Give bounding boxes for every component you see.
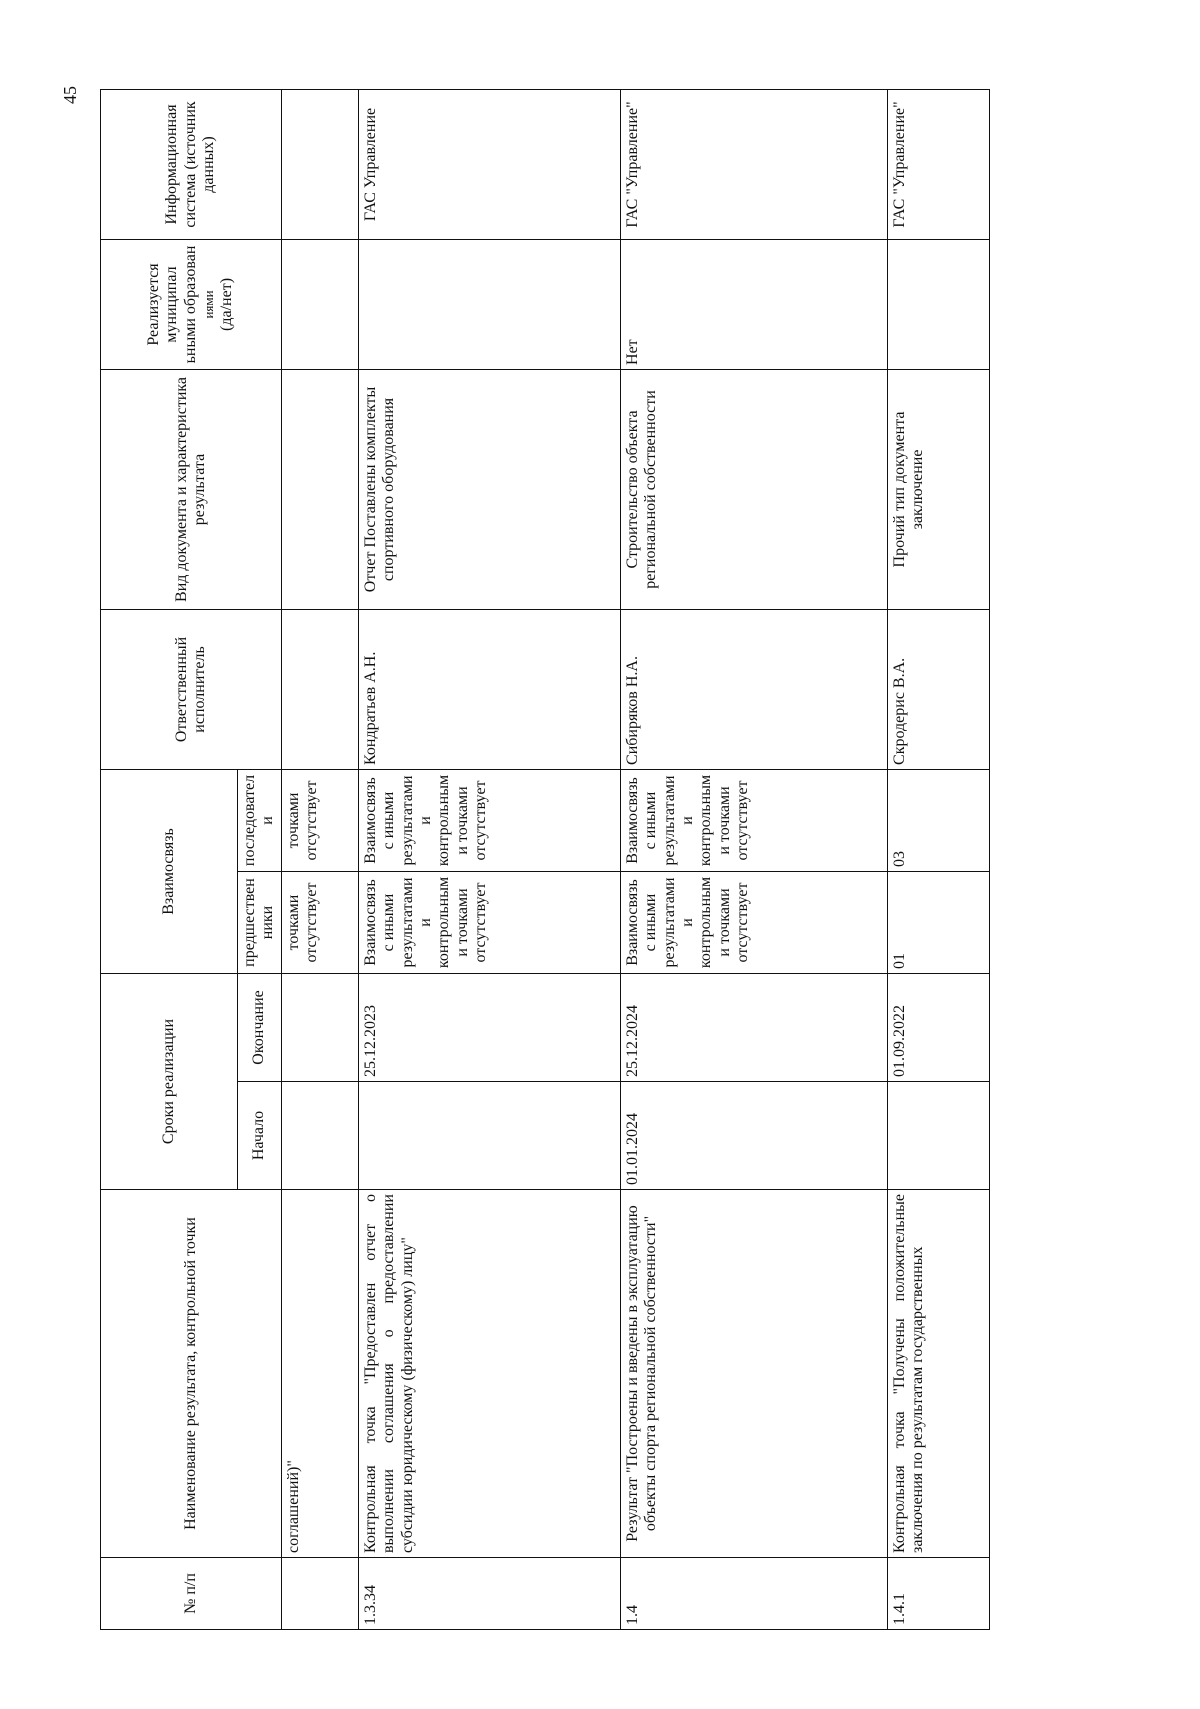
header-info-system: Информационная система (источник данных) (101, 89, 282, 239)
cell-prev: точками отсутствует (281, 871, 358, 973)
cell-document: Отчет Поставлены комплекты спортивного оборудования (358, 369, 620, 609)
cell-info-system: ГАС "Управление" (620, 89, 887, 239)
header-terms: Сроки реализации (101, 973, 238, 1189)
cell-municipal (281, 239, 358, 369)
cell-num: 1.4 (620, 1558, 887, 1630)
implementation-plan-table (100, 89, 990, 1630)
cell-responsible (281, 609, 358, 769)
cell-municipal (358, 239, 620, 369)
table-row (620, 89, 887, 1629)
cell-prev: Взаимосвязь с иными результатами и контрольными точками отсутствует (620, 871, 887, 973)
cell-start (887, 1082, 989, 1190)
cell-info-system: ГАС Управление (358, 89, 620, 239)
cell-num: 1.3.34 (358, 1558, 620, 1630)
cell-responsible: Скродерис В.А. (887, 609, 989, 769)
header-prev: предшественники (238, 871, 282, 973)
header-row (101, 89, 238, 1629)
cell-prev: Взаимосвязь с иными результатами и контрольными точками отсутствует (358, 871, 620, 973)
cell-next: точками отсутствует (281, 769, 358, 871)
cell-municipal: Нет (620, 239, 887, 369)
cell-document: Прочий тип документа заключение (887, 369, 989, 609)
cell-name: Контрольная точка "Предоставлен отчет о выполнении соглашения о предоставлении субсидии юридическому (физическому) лицу" (358, 1190, 620, 1558)
cell-responsible: Кондратьев А.Н. (358, 609, 620, 769)
table-row (358, 89, 620, 1629)
table-row (887, 89, 989, 1629)
cell-document (281, 369, 358, 609)
cell-end: 01.09.2022 (887, 973, 989, 1081)
header-end: Окончание (238, 973, 282, 1081)
cell-start (281, 1082, 358, 1190)
cell-start (358, 1082, 620, 1190)
cell-document: Строительство объекта региональной собственности (620, 369, 887, 609)
cell-end: 25.12.2023 (358, 973, 620, 1081)
cell-next: 03 (887, 769, 989, 871)
cell-end: 25.12.2024 (620, 973, 887, 1081)
rotated-page (100, 90, 1100, 1630)
cell-name: соглашений)" (281, 1190, 358, 1558)
header-next: последователи (238, 769, 282, 871)
cell-name: Контрольная точка "Получены положительные заключения по результатам государственных (887, 1190, 989, 1558)
page-number: 45 (60, 86, 80, 104)
cell-next: Взаимосвязь с иными результатами и контрольными точками отсутствует (620, 769, 887, 871)
cell-start: 01.01.2024 (620, 1082, 887, 1190)
header-responsible: Ответственный исполнитель (101, 609, 282, 769)
header-start: Начало (238, 1082, 282, 1190)
cell-responsible: Сибиряков Н.А. (620, 609, 887, 769)
cell-prev: 01 (887, 871, 989, 973)
cell-num: 1.4.1 (887, 1558, 989, 1630)
cell-next: Взаимосвязь с иными результатами и контрольными точками отсутствует (358, 769, 620, 871)
header-document: Вид документа и характеристика результата (101, 369, 282, 609)
cell-name: Результат "Построены и введены в эксплуатацию объекты спорта региональной собственности" (620, 1190, 887, 1558)
header-municipal: Реализуется муниципал ьными образован иями (да/нет) (101, 239, 282, 369)
header-name: Наименование результата, контрольной точки (101, 1190, 282, 1558)
cell-municipal (887, 239, 989, 369)
cell-info-system: ГАС "Управление" (887, 89, 989, 239)
cell-num (281, 1558, 358, 1630)
cell-info-system (281, 89, 358, 239)
table-row (281, 89, 358, 1629)
cell-end (281, 973, 358, 1081)
header-num: № п/п (101, 1558, 282, 1630)
header-link: Взаимосвязь (101, 769, 238, 973)
